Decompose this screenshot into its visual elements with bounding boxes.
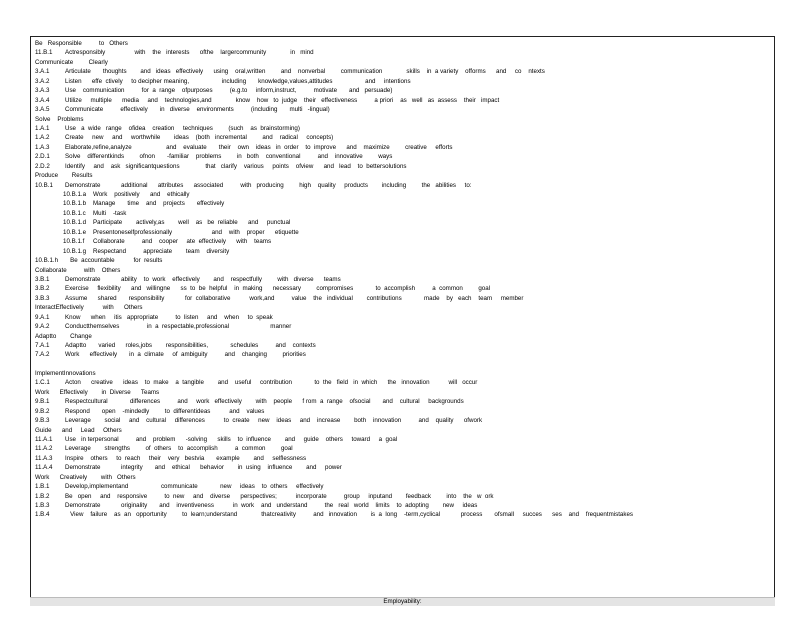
sub-item-line: [35, 247, 774, 256]
item-code: 3.A.4: [35, 96, 50, 104]
line-text: Guide and Lead Others: [35, 426, 122, 434]
heading-line: [35, 115, 774, 124]
item-line: [35, 152, 774, 161]
heading-line: [35, 303, 774, 312]
line-text: Develop,implementand communicate new ideas to others effectively: [65, 483, 324, 491]
item-line: [35, 510, 774, 519]
item-code: 10.B.1: [35, 181, 53, 189]
line-text: Articulate thoughts and ideas effectively using oral,written and nonverbal communication skills in a variety offorms and co ntexts: [65, 68, 545, 76]
heading-line: [35, 266, 774, 275]
line-text: Be accountable for results: [65, 257, 163, 265]
line-text: Respond open -mindedly to differentideas and values: [65, 407, 265, 415]
line-text: Use communication for a range ofpurposes (e.g.to inform,instruct, motivate and persuade): [65, 87, 393, 95]
line-text: Produce Results: [35, 172, 93, 180]
line-text: Demonstrate originality and inventiveness in work and understand the real world limits to adopting new ideas: [65, 502, 478, 509]
line-text: Acton creative ideas to make a tangible and useful contribution to the field in which the innovation will occur: [65, 379, 478, 387]
item-line: [35, 96, 774, 105]
line-text: Work Creatively with Others: [35, 473, 136, 481]
item-line: [35, 133, 774, 142]
heading-line: [35, 39, 774, 48]
item-code: 9.A.2: [35, 323, 50, 331]
item-code: 9.A.1: [35, 313, 50, 321]
line-text: Adaptto Change: [35, 332, 92, 340]
line-text: InteractEffectively with Others: [35, 304, 143, 312]
line-text: Collaborate with Others: [35, 266, 121, 274]
line-text: Actresponsibly with the interests ofthe largercommunity in mind: [65, 49, 314, 57]
item-line: [35, 67, 774, 76]
heading-line: [35, 58, 774, 67]
line-text: Create new and worthwhile ideas (both incremental and radical concepts): [65, 134, 334, 142]
item-code: 2.D.1: [35, 153, 50, 161]
line-text: Adaptto varied roles,jobs responsibilities, schedules and contexts: [65, 342, 316, 349]
line-text: Leverage strengths of others to accomplish a common goal: [65, 445, 293, 453]
item-line: [35, 435, 774, 444]
item-line: [35, 407, 774, 416]
line-text: Participate actively,as well as be reliable and punctual: [93, 219, 291, 227]
sub-item-code: 10.B.1.f: [63, 238, 85, 246]
line-text: Multi -task: [93, 209, 127, 217]
sub-item-line: [35, 190, 774, 199]
sub-item-code: 10.B.1.e: [63, 228, 87, 236]
item-code: 1.B.2: [35, 492, 50, 500]
line-text: Listen effe ctively to decipher meaning, including knowledge,values,attitudes and intentions: [65, 77, 411, 85]
item-line: [35, 350, 774, 359]
line-text: Work effectively in a climate of ambiguity and changing priorities: [65, 351, 306, 359]
item-line: [35, 501, 774, 510]
line-text: Know when itis appropriate to listen and when to speak: [65, 313, 273, 321]
item-line: [35, 322, 774, 331]
item-line: [35, 48, 774, 57]
line-text: Communicate Clearly: [35, 58, 108, 66]
item-line: [35, 105, 774, 114]
line-text: Demonstrate integrity and ethical behavior in using influence and power: [65, 464, 342, 472]
line-text: Be Responsible to Others: [35, 40, 128, 47]
heading-line: [35, 171, 774, 180]
sub-item-code: 10.B.1.b: [63, 200, 87, 208]
item-line: [35, 482, 774, 491]
item-code: 1.A.3: [35, 143, 50, 151]
item-code: 11.B.1: [35, 49, 53, 57]
item-line: [35, 124, 774, 133]
document-lines: [31, 37, 774, 520]
item-line: [35, 378, 774, 387]
item-code: 3.A.2: [35, 77, 50, 85]
item-line: [35, 143, 774, 152]
line-text: Manage time and projects effectively: [93, 200, 225, 208]
item-code: 3.B.3: [35, 294, 50, 302]
heading-line: [35, 426, 774, 435]
item-code: 9.B.3: [35, 417, 50, 425]
sub-item-code: 10.B.1.a: [63, 191, 87, 198]
sub-item-code: 10.B.1.g: [63, 247, 87, 255]
line-text: Identify and ask significantquestions that clarify various points ofview and lead to bettersolutions: [65, 162, 407, 170]
document-page: [30, 36, 775, 606]
line-text: Solve Problems: [35, 115, 84, 123]
item-code: 1.B.3: [35, 502, 50, 509]
line-text: Demonstrate additional attributes associated with producing high quality products including the abilities to:: [65, 181, 472, 189]
line-text: Elaborate,refine,analyze and evaluate their own ideas in order to improve and maximize creative efforts: [65, 143, 453, 151]
item-line: [35, 181, 774, 190]
item-line: [35, 86, 774, 95]
line-text: Inspire others to reach their very bestvia example and selflessness: [65, 454, 307, 462]
item-line: [35, 463, 774, 472]
line-text: Leverage social and cultural differences to create new ideas and increase both innovation and quality ofwork: [65, 417, 483, 425]
item-line: [35, 294, 774, 303]
sub-item-code: 10.B.1.d: [63, 219, 87, 227]
item-line: [35, 313, 774, 322]
item-code: 1.B.1: [35, 483, 50, 491]
sub-item-line: [35, 218, 774, 227]
item-code: 3.A.3: [35, 87, 50, 95]
item-code: 2.D.2: [35, 162, 50, 170]
item-code: 3.A.5: [35, 106, 50, 114]
heading-line: [35, 332, 774, 341]
line-text: Be open and responsive to new and diverse perspectives; incorporate group inputand feedback into the w ork: [65, 492, 494, 500]
item-code: 9.B.2: [35, 407, 50, 415]
item-line: [35, 162, 774, 171]
item-code: 11.A.1: [35, 435, 53, 443]
item-code: 1.C.1: [35, 379, 50, 387]
item-code: 3.B.1: [35, 275, 50, 283]
item-line: [35, 454, 774, 463]
line-text: Exercise flexibility and willingne ss to be helpful in making necessary compromises to accomplish a common goal: [65, 285, 491, 293]
item-line: [35, 256, 774, 265]
sub-item-line: [35, 237, 774, 246]
item-line: [35, 341, 774, 350]
sub-item-code: 10.B.1.c: [63, 209, 86, 217]
line-text: Respectand appreciate team diversity: [93, 247, 230, 255]
blank-line: [35, 360, 774, 369]
line-text: Work positively and ethically: [93, 191, 190, 198]
heading-line: [35, 473, 774, 482]
line-text: ImplementInnovations: [35, 369, 96, 377]
item-code: 3.B.2: [35, 285, 50, 293]
heading-line: [35, 388, 774, 397]
page-footer: Employability:: [30, 597, 775, 606]
item-line: [35, 444, 774, 453]
item-code: 1.B.4: [35, 511, 50, 519]
line-text: Use a wide range ofidea creation techniques (such as brainstorming): [65, 124, 300, 132]
item-code: 7.A.1: [35, 342, 50, 349]
item-code: 11.A.2: [35, 445, 53, 453]
item-line: [35, 492, 774, 501]
item-code: 3.A.1: [35, 68, 50, 76]
heading-line: [35, 369, 774, 378]
line-text: Work Effectively in Diverse Teams: [35, 388, 160, 396]
item-code: 11.A.3: [35, 454, 53, 462]
line-text: Presentoneselfprofessionally and with proper etiquette: [93, 228, 299, 236]
item-code: 10.B.1.h: [35, 257, 59, 265]
item-code: 9.B.1: [35, 398, 50, 406]
sub-item-line: [35, 209, 774, 218]
line-text: Respectcultural differences and work effectively with people f rom a range ofsocial and cultural backgrounds: [65, 398, 464, 406]
line-text: Solve differentkinds ofnon -familiar problems in both conventional and innovative ways: [65, 153, 393, 161]
item-line: [35, 284, 774, 293]
item-code: 1.A.1: [35, 124, 50, 132]
item-line: [35, 275, 774, 284]
item-line: [35, 397, 774, 406]
line-text: Collaborate and cooper ate effectively with teams: [93, 238, 272, 246]
item-line: [35, 416, 774, 425]
line-text: Conductthemselves in a respectable,professional manner: [65, 323, 292, 331]
line-text: Assume shared responsibility for collaborative work,and value the individual contributions made by each team member: [65, 294, 524, 302]
line-text: Communicate effectively in diverse environments (including multi -lingual): [65, 106, 330, 114]
sub-item-line: [35, 228, 774, 237]
line-text: Utilize multiple media and technologies,and know how to judge their effectiveness a priori as well as assess their impact: [65, 96, 500, 104]
item-code: 11.A.4: [35, 464, 53, 472]
line-text: View failure as an opportunity to learn;understand thatcreativity and innovation is a long -term,cyclical process ofsmall succes ses and frequentmistakes: [65, 511, 634, 519]
item-code: 7.A.2: [35, 351, 50, 359]
item-line: [35, 77, 774, 86]
item-code: 1.A.2: [35, 134, 50, 142]
sub-item-line: [35, 199, 774, 208]
line-text: Demonstrate ability to work effectively and respectfully with diverse teams: [65, 275, 341, 283]
line-text: Use in terpersonal and problem -solving skills to influence and guide others toward a goal: [65, 435, 398, 443]
